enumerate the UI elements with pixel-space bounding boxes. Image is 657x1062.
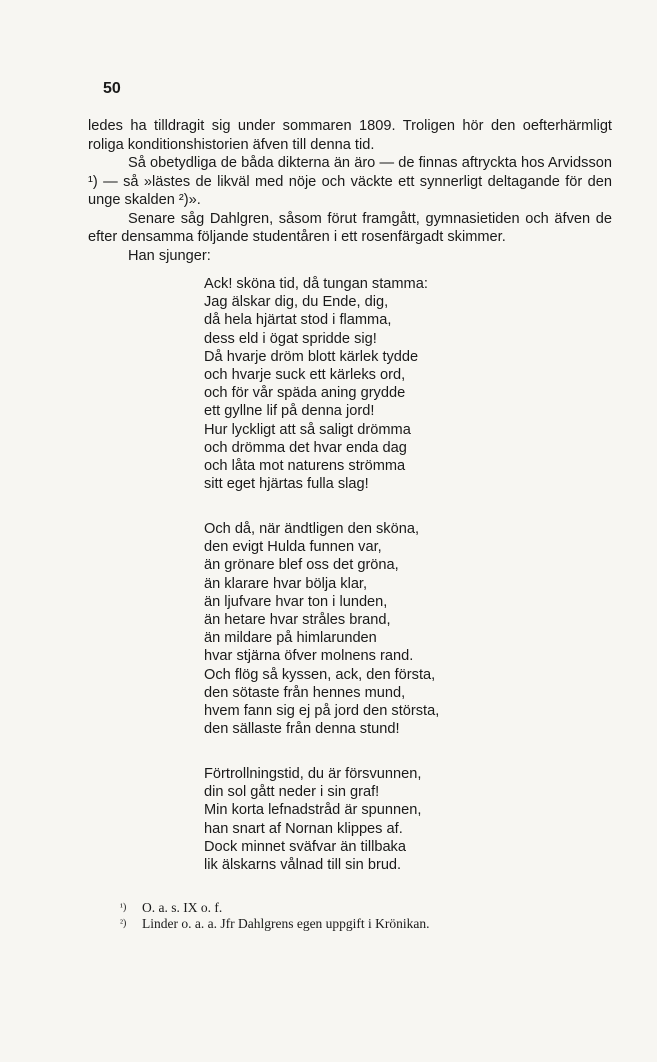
poem-line: Hur lyckligt att så saligt drömma — [204, 421, 411, 438]
poem-stanza-3 — [204, 765, 504, 874]
poem-line: Förtrollningstid, du är försvunnen, — [204, 766, 422, 782]
poem-stanza-1 — [204, 275, 504, 493]
poem-line: Dock minnet sväfvar än tillbaka — [204, 838, 406, 855]
poem-line: Då hvarje dröm blott kärlek tydde — [204, 348, 419, 365]
poem-line: lik älskarns vålnad till sin brud. — [204, 857, 402, 874]
poem-line: än klarare hvar bölja klar, — [204, 575, 368, 592]
poem-line: än grönare blef oss det gröna, — [204, 557, 399, 574]
poem-line: Och då, när ändtligen den sköna, — [204, 521, 420, 537]
prose-block — [88, 117, 612, 265]
poem-line: din sol gått neder i sin graf! — [204, 784, 380, 801]
paragraph-3: Senare såg Dahlgren, såsom förut framgått, gymnasietiden och äfven de efter densamma följande studentåren i ett rosenfärgadt skimmer. — [88, 210, 612, 245]
poem-line: Min korta lefnadstråd är spunnen, — [204, 802, 422, 819]
poem-line: sitt eget hjärtas fulla slag! — [204, 476, 369, 493]
poem-line: dess eld i ögat spridde sig! — [204, 330, 377, 347]
footnote-1 — [120, 900, 560, 916]
footnote-mark: ¹) — [120, 902, 127, 913]
poem-line: ett gyllne lif på denna jord! — [204, 403, 375, 420]
footnote-2 — [120, 916, 560, 932]
poem-line: då hela hjärtat stod i flamma, — [204, 312, 392, 329]
poem-line: än mildare på himlarunden — [204, 630, 377, 647]
poem-line: än ljufvare hvar ton i lunden, — [204, 593, 388, 610]
poem-line: och drömma det hvar enda dag — [204, 439, 407, 456]
poem-stanza-2 — [204, 520, 504, 738]
poem-line: den sällaste från denna stund! — [204, 721, 400, 738]
paragraph-4: Han sjunger: — [128, 247, 211, 264]
paragraph-2: Så obetydliga de båda dikterna än äro — de finnas aftryckta hos Arvidsson ¹) — så »lästes de likväl med nöje och väckte ett synnerligt deltagande för den unge skalden ²)». — [88, 155, 612, 208]
page-number: 50 — [103, 80, 121, 97]
poem-line: hvem fann sig ej på jord den största, — [204, 703, 440, 720]
poem-line: Och flög så kyssen, ack, den första, — [204, 666, 436, 683]
footnotes — [120, 900, 560, 932]
poem-line: än hetare hvar stråles brand, — [204, 612, 391, 629]
poem-line: den sötaste från hennes mund, — [204, 684, 406, 701]
poem-line: och hvarje suck ett kärleks ord, — [204, 367, 406, 384]
poem-line: Jag älskar dig, du Ende, dig, — [204, 294, 389, 311]
poem-line: den evigt Hulda funnen var, — [204, 539, 382, 556]
footnote-text: O. a. s. IX o. f. — [142, 900, 223, 915]
poem-line: Ack! sköna tid, då tungan stamma: — [204, 276, 428, 292]
footnote-mark: ²) — [120, 918, 127, 929]
poem-line: och för vår späda aning grydde — [204, 385, 406, 402]
poem-line: han snart af Nornan klippes af. — [204, 820, 403, 837]
paragraph-1: ledes ha tilldragit sig under sommaren 1809. Troligen hör den oefterhärmligt roliga konditionshistorien äfven till denna tid. — [88, 118, 612, 153]
footnote-text: Linder o. a. a. Jfr Dahlgrens egen uppgift i Krönikan. — [142, 916, 430, 931]
poem-line: och låta mot naturens strömma — [204, 458, 406, 475]
poem-line: hvar stjärna öfver molnens rand. — [204, 648, 414, 665]
